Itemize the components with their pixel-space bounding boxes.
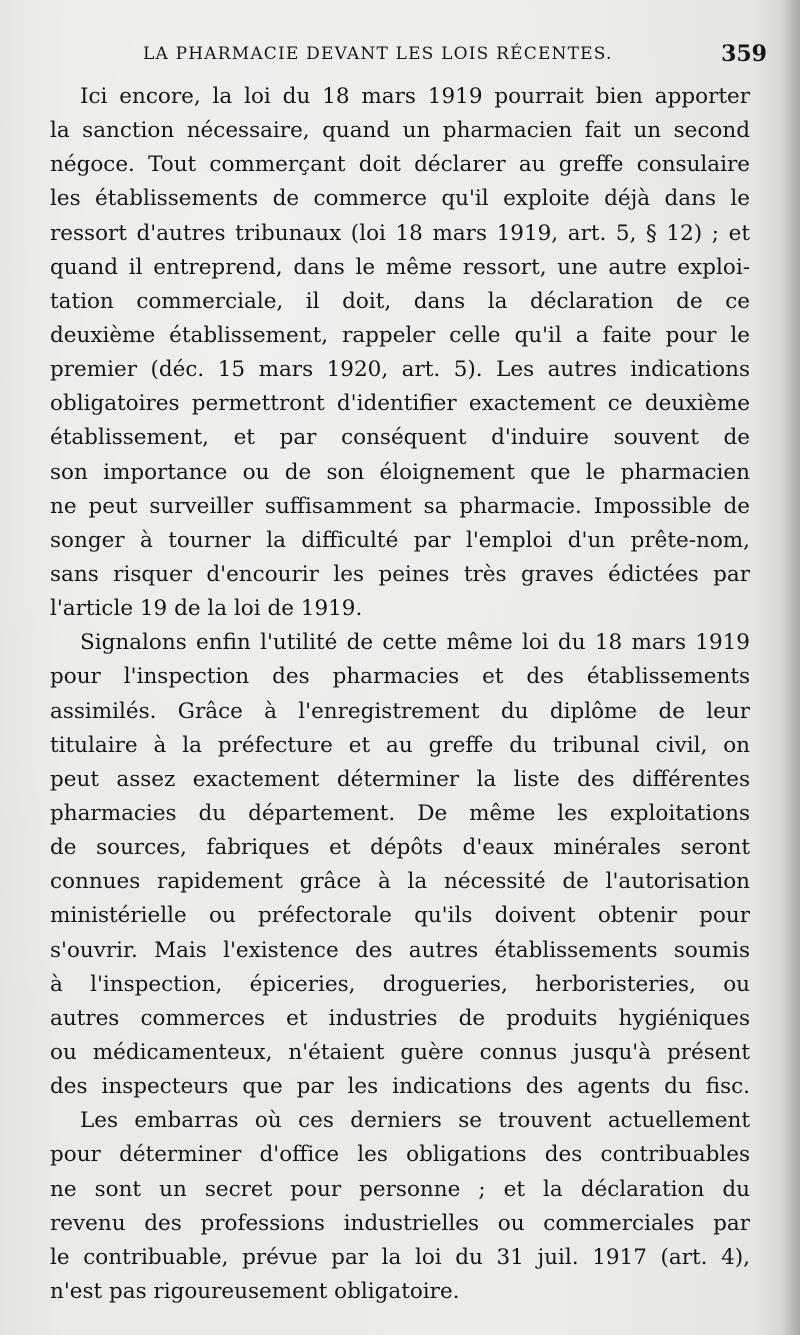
text-line: ne sont un secret pour personne ; et la déclaration du (50, 1176, 750, 1202)
text-line: obligatoires permettront d'identifier exactement ce deuxième (50, 391, 750, 417)
text-line: peut assez exactement déterminer la liste des différentes (50, 766, 750, 792)
text-line: revenu des professions industrielles ou commerciales par (50, 1210, 750, 1236)
text-line: le contribuable, prévue par la loi du 31 juil. 1917 (art. 4), (50, 1244, 750, 1270)
text-line: établissement, et par conséquent d'induire souvent de (50, 425, 750, 451)
text-line: Signalons enfin l'utilité de cette même loi du 18 mars 1919 (80, 630, 750, 656)
text-line: songer à tourner la difficulté par l'emploi d'un prête-nom, (50, 527, 750, 553)
body-text (50, 80, 750, 1309)
text-line: deuxième établissement, rappeler celle qu'il a faite pour le (50, 322, 750, 348)
text-line: les établissements de commerce qu'il exploite déjà dans le (50, 186, 750, 212)
running-head (143, 41, 767, 74)
text-line: tation commerciale, il doit, dans la déclaration de ce (50, 288, 750, 314)
text-line: pour l'inspection des pharmacies et des établissements (50, 664, 750, 690)
text-line: son importance ou de son éloignement que le pharmacien (50, 459, 750, 485)
text-line: pharmacies du département. De même les exploitations (50, 800, 750, 826)
text-line: à l'inspection, épiceries, drogueries, herboristeries, ou (50, 971, 750, 997)
text-line: ou médicamenteux, n'étaient guère connus jusqu'à présent (50, 1039, 750, 1065)
text-line: assimilés. Grâce à l'enregistrement du diplôme de leur (50, 698, 750, 724)
running-title: LA PHARMACIE DEVANT LES LOIS RÉCENTES. (143, 44, 613, 64)
text-line: Ici encore, la loi du 18 mars 1919 pourrait bien apporter (80, 84, 750, 109)
text-line: connues rapidement grâce à la nécessité de l'autorisation (50, 869, 750, 895)
text-line: des inspecteurs que par les indications des agents du fisc. (50, 1074, 750, 1100)
text-line: Les embarras où ces derniers se trouvent actuellement (80, 1108, 750, 1134)
text-line: sans risquer d'encourir les peines très graves édictées par (50, 561, 750, 587)
page-number: 359 (721, 41, 767, 67)
text-line: ministérielle ou préfectorale qu'ils doivent obtenir pour (50, 903, 750, 929)
text-line: négoce. Tout commerçant doit déclarer au greffe consulaire (50, 152, 750, 178)
text-line: premier (déc. 15 mars 1920, art. 5). Les autres indications (50, 357, 750, 383)
text-line: pour déterminer d'office les obligations des contribuables (50, 1142, 750, 1168)
text-line: n'est pas rigoureusement obligatoire. (50, 1278, 460, 1304)
text-line: titulaire à la préfecture et au greffe du tribunal civil, on (50, 732, 750, 758)
text-line: ressort d'autres tribunaux (loi 18 mars 1919, art. 5, § 12) ; et (50, 220, 750, 246)
text-line: l'article 19 de la loi de 1919. (50, 596, 363, 622)
text-line: de sources, fabriques et dépôts d'eaux minérales seront (50, 835, 750, 861)
text-line: autres commerces et industries de produits hygiéniques (50, 1005, 750, 1031)
text-line: ne peut surveiller suffisamment sa pharmacie. Impossible de (50, 493, 750, 519)
text-line: s'ouvrir. Mais l'existence des autres établissements soumis (50, 937, 750, 963)
text-line: quand il entreprend, dans le même ressort, une autre exploi- (50, 254, 750, 280)
text-line: la sanction nécessaire, quand un pharmacien fait un second (50, 118, 750, 144)
